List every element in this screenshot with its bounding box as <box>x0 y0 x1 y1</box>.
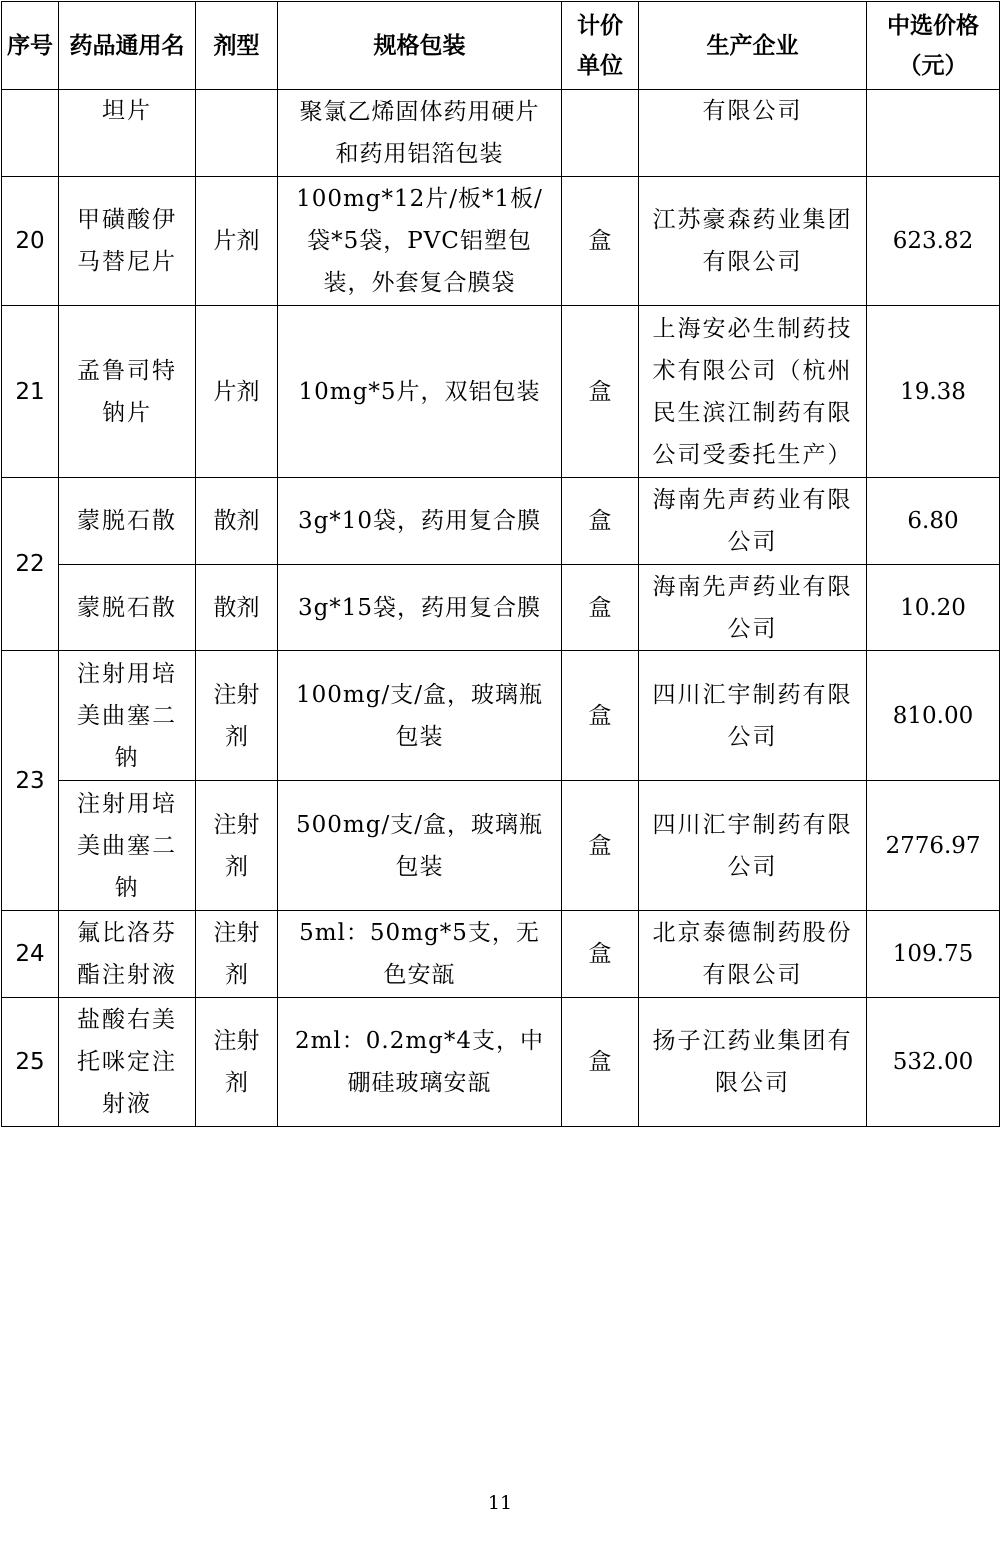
manufacturer: 海南先声药业有限公司 <box>639 478 867 565</box>
dosage-form: 注射剂 <box>196 998 278 1127</box>
pricing-unit: 盒 <box>562 565 639 651</box>
dosage-form: 注射剂 <box>196 651 278 781</box>
spec-packaging: 500mg/支/盒，玻璃瓶包装 <box>278 781 562 911</box>
row-no: 22 <box>2 478 59 651</box>
pricing-unit: 盒 <box>562 998 639 1127</box>
spec-packaging: 10mg*5片，双铝包装 <box>278 306 562 478</box>
row-no <box>2 90 59 177</box>
dosage-form: 注射剂 <box>196 781 278 911</box>
drug-selection-table <box>1 1 1000 1127</box>
spec-packaging: 3g*10袋，药用复合膜 <box>278 478 562 565</box>
dosage-form: 散剂 <box>196 565 278 651</box>
drug-name: 注射用培美曲塞二钠 <box>59 781 196 911</box>
manufacturer: 江苏豪森药业集团有限公司 <box>639 177 867 306</box>
table-row <box>2 781 1000 911</box>
dosage-form: 散剂 <box>196 478 278 565</box>
row-no: 23 <box>2 651 59 911</box>
header-manufacturer: 生产企业 <box>639 2 867 90</box>
dosage-form: 注射剂 <box>196 911 278 998</box>
header-spec: 规格包装 <box>278 2 562 90</box>
selected-price: 2776.97 <box>867 781 1000 911</box>
spec-packaging: 3g*15袋，药用复合膜 <box>278 565 562 651</box>
drug-name: 蒙脱石散 <box>59 565 196 651</box>
dosage-form: 片剂 <box>196 177 278 306</box>
table-row <box>2 565 1000 651</box>
selected-price: 623.82 <box>867 177 1000 306</box>
header-form: 剂型 <box>196 2 278 90</box>
dosage-form <box>196 90 278 177</box>
header-name: 药品通用名 <box>59 2 196 90</box>
table-row <box>2 478 1000 565</box>
drug-name: 氟比洛芬酯注射液 <box>59 911 196 998</box>
header-price: 中选价格（元） <box>867 2 1000 90</box>
selected-price: 6.80 <box>867 478 1000 565</box>
pricing-unit: 盒 <box>562 478 639 565</box>
selected-price: 10.20 <box>867 565 1000 651</box>
spec-packaging: 聚氯乙烯固体药用硬片和药用铝箔包装 <box>278 90 562 177</box>
spec-packaging: 5ml：50mg*5支，无色安瓿 <box>278 911 562 998</box>
drug-name: 甲磺酸伊马替尼片 <box>59 177 196 306</box>
row-no: 24 <box>2 911 59 998</box>
table-row <box>2 90 1000 177</box>
spec-packaging: 2ml：0.2mg*4支，中硼硅玻璃安瓿 <box>278 998 562 1127</box>
table-header-row <box>2 2 1000 90</box>
manufacturer: 四川汇宇制药有限公司 <box>639 651 867 781</box>
manufacturer: 上海安必生制药技术有限公司（杭州民生滨江制药有限公司受委托生产） <box>639 306 867 478</box>
header-unit: 计价单位 <box>562 2 639 90</box>
manufacturer: 有限公司 <box>639 90 867 177</box>
selected-price: 532.00 <box>867 998 1000 1127</box>
manufacturer: 四川汇宇制药有限公司 <box>639 781 867 911</box>
table-row <box>2 306 1000 478</box>
pricing-unit: 盒 <box>562 177 639 306</box>
selected-price: 810.00 <box>867 651 1000 781</box>
drug-name: 注射用培美曲塞二钠 <box>59 651 196 781</box>
dosage-form: 片剂 <box>196 306 278 478</box>
pricing-unit: 盒 <box>562 306 639 478</box>
selected-price <box>867 90 1000 177</box>
header-no: 序号 <box>2 2 59 90</box>
table-row <box>2 177 1000 306</box>
spec-packaging: 100mg/支/盒，玻璃瓶包装 <box>278 651 562 781</box>
drug-name: 蒙脱石散 <box>59 478 196 565</box>
table-row <box>2 911 1000 998</box>
manufacturer: 海南先声药业有限公司 <box>639 565 867 651</box>
drug-name: 孟鲁司特钠片 <box>59 306 196 478</box>
drug-name: 坦片 <box>59 90 196 177</box>
page-number: 11 <box>487 1492 513 1514</box>
spec-packaging: 100mg*12片/板*1板/袋*5袋，PVC铝塑包装，外套复合膜袋 <box>278 177 562 306</box>
pricing-unit <box>562 90 639 177</box>
selected-price: 19.38 <box>867 306 1000 478</box>
selected-price: 109.75 <box>867 911 1000 998</box>
pricing-unit: 盒 <box>562 911 639 998</box>
table-row <box>2 998 1000 1127</box>
row-no: 20 <box>2 177 59 306</box>
table-row <box>2 651 1000 781</box>
manufacturer: 北京泰德制药股份有限公司 <box>639 911 867 998</box>
manufacturer: 扬子江药业集团有限公司 <box>639 998 867 1127</box>
row-no: 25 <box>2 998 59 1127</box>
pricing-unit: 盒 <box>562 651 639 781</box>
row-no: 21 <box>2 306 59 478</box>
drug-name: 盐酸右美托咪定注射液 <box>59 998 196 1127</box>
pricing-unit: 盒 <box>562 781 639 911</box>
